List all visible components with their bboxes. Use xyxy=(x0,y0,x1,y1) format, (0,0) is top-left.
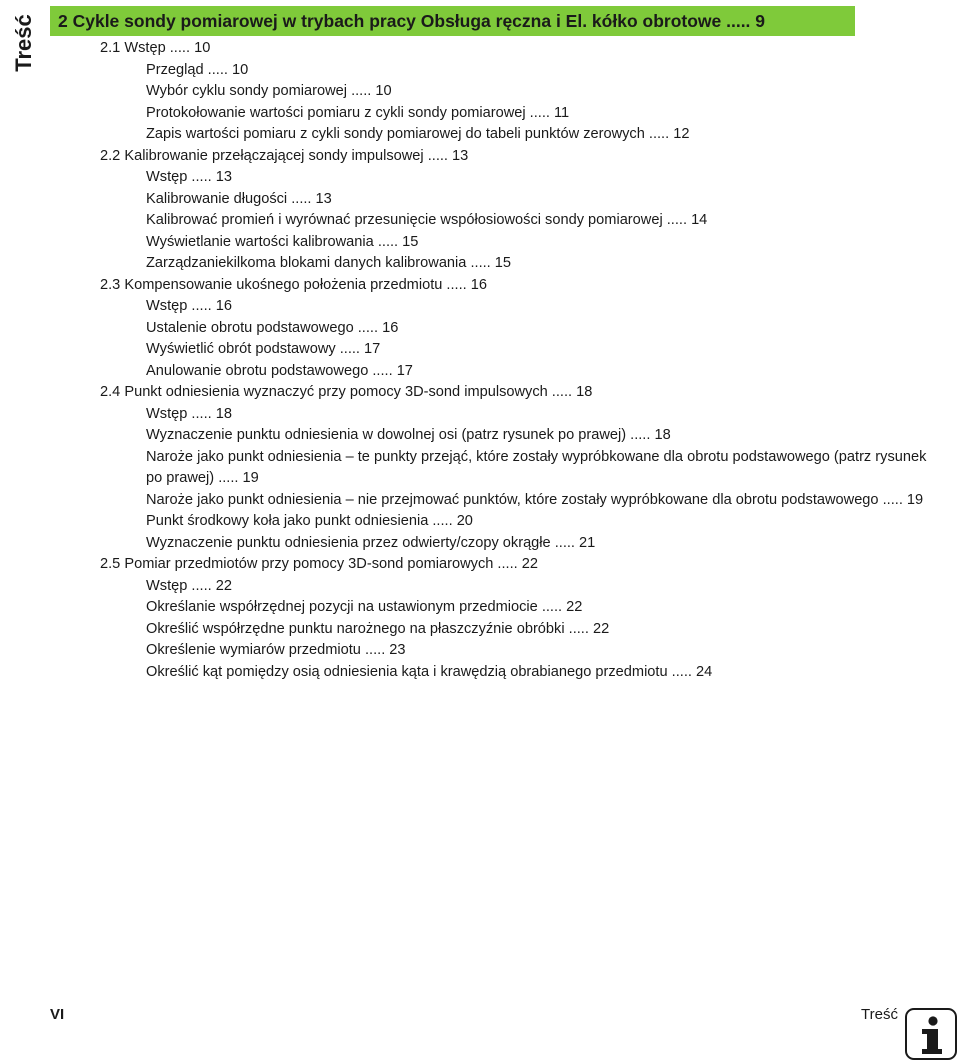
footer-label: Treść xyxy=(861,1006,898,1023)
table-of-contents xyxy=(100,38,927,683)
toc-entry[interactable]: Wstęp ..... 22 xyxy=(146,577,232,594)
toc-entry[interactable]: Wstęp ..... 18 xyxy=(146,405,232,422)
toc-entry[interactable]: Wyznaczenie punktu odniesienia przez odwierty/czopy okrągłe ..... 21 xyxy=(146,534,596,551)
toc-entry[interactable]: Określić kąt pomiędzy osią odniesienia kąta i krawędzią obrabianego przedmiotu ..... 24 xyxy=(146,663,713,680)
info-icon xyxy=(905,1008,957,1060)
side-title: Treść xyxy=(11,14,36,72)
toc-entry[interactable]: Wyznaczenie punktu odniesienia w dowolnej osi (patrz rysunek po prawej) ..... 18 xyxy=(146,427,671,443)
toc-entry[interactable]: Ustalenie obrotu podstawowego ..... 16 xyxy=(146,319,399,336)
toc-section-2-3[interactable]: 2.3 Kompensowanie ukośnego położenia przedmiotu ..... 16 xyxy=(100,276,487,293)
toc-entry[interactable]: Wybór cyklu sondy pomiarowej ..... 10 xyxy=(146,83,392,99)
toc-entry[interactable]: Kalibrować promień i wyrównać przesunięcie współosiowości sondy pomiarowej ..... 14 xyxy=(146,212,708,228)
toc-entry[interactable]: Określić współrzędne punktu narożnego na płaszczyźnie obróbki ..... 22 xyxy=(146,620,610,637)
toc-entry[interactable]: Przegląd ..... 10 xyxy=(146,61,249,78)
toc-entry[interactable]: Określanie współrzędnej pozycji na ustawionym przedmiocie ..... 22 xyxy=(146,599,583,615)
toc-entry[interactable]: Wstęp ..... 13 xyxy=(146,169,232,185)
toc-entry[interactable]: Kalibrowanie długości ..... 13 xyxy=(146,190,332,207)
toc-entry[interactable]: Określenie wymiarów przedmiotu ..... 23 xyxy=(146,642,406,658)
chapter-heading[interactable] xyxy=(50,6,855,36)
toc-entry[interactable]: Wyświetlić obrót podstawowy ..... 17 xyxy=(146,341,381,357)
toc-entry[interactable]: Anulowanie obrotu podstawowego ..... 17 xyxy=(146,362,413,379)
toc-section-2-2[interactable]: 2.2 Kalibrowanie przełączającej sondy impulsowej ..... 13 xyxy=(100,147,469,164)
toc-entry[interactable]: Naroże jako punkt odniesienia – nie przejmować punktów, które zostały wypróbkowane dla obrotu podstawowego ..... 19 xyxy=(146,491,924,508)
toc-section-2-1[interactable]: 2.1 Wstęp ..... 10 xyxy=(100,40,211,56)
toc-entry[interactable]: Naroże jako punkt odniesienia – te punkty przejąć, które zostały wypróbkowane dla obrotu podstawowego (patrz rysunek po prawej) ..... 19 xyxy=(146,448,927,486)
toc-entry[interactable]: Wyświetlanie wartości kalibrowania ..... 15 xyxy=(146,233,419,250)
toc-entry[interactable]: Punkt środkowy koła jako punkt odniesienia ..... 20 xyxy=(146,513,473,529)
toc-entry[interactable]: Zarządzaniekilkoma blokami danych kalibrowania ..... 15 xyxy=(146,255,512,271)
chapter-title: 2 Cykle sondy pomiarowej w trybach pracy Obsługa ręczna i El. kółko obrotowe ..... 9 xyxy=(58,10,766,31)
toc-entry[interactable]: Protokołowanie wartości pomiaru z cykli sondy pomiarowej ..... 11 xyxy=(146,104,570,121)
toc-section-2-5[interactable]: 2.5 Pomiar przedmiotów przy pomocy 3D-sond pomiarowych ..... 22 xyxy=(100,556,538,572)
page-number: VI xyxy=(50,1006,65,1023)
toc-entry[interactable]: Zapis wartości pomiaru z cykli sondy pomiarowej do tabeli punktów zerowych ..... 12 xyxy=(146,126,690,142)
toc-entry[interactable]: Wstęp ..... 16 xyxy=(146,298,232,314)
info-glyph xyxy=(907,1010,955,1058)
toc-section-2-4[interactable]: 2.4 Punkt odniesienia wyznaczyć przy pomocy 3D-sond impulsowych ..... 18 xyxy=(100,384,593,400)
